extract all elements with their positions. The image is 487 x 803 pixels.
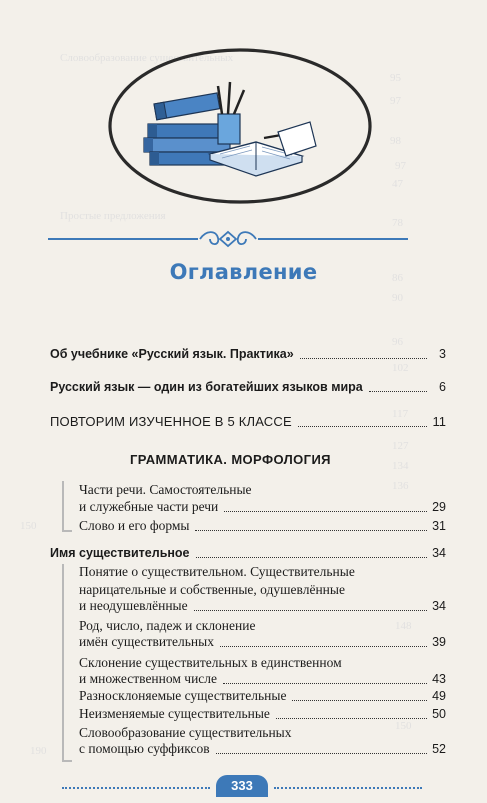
group-bracket-tick	[62, 530, 72, 532]
toc-entry-text-line: Склонение существительных в единственном	[79, 655, 342, 670]
toc-entry-about-textbook[interactable]	[50, 346, 446, 362]
toc-entry-page: 43	[432, 672, 446, 686]
dot-leader	[223, 683, 427, 684]
section-title: ГРАММАТИКА. МОРФОЛОГИЯ	[130, 452, 331, 467]
toc-entry-text: и множественном числе	[79, 671, 218, 686]
toc-entry-heteroclitic[interactable]	[79, 688, 446, 704]
toc-entry-page: 34	[432, 546, 446, 560]
dot-leader	[292, 700, 427, 701]
dot-leader	[220, 646, 427, 647]
toc-entry-text: имён существительных	[79, 634, 214, 649]
toc-entry-page: 29	[432, 500, 446, 514]
toc-entry-text-line: Словообразование существительных	[79, 725, 292, 740]
toc-entry-page: 6	[439, 380, 446, 394]
toc-entry-text: Русский язык — один из богатейших языков мира	[50, 380, 363, 394]
toc-entry-word-forms[interactable]	[79, 518, 446, 534]
page-number: 333	[216, 775, 268, 797]
toc-entry-text: Об учебнике «Русский язык. Практика»	[50, 347, 294, 361]
toc-entry-text: ПОВТОРИМ ИЗУЧЕННОЕ В 5 КЛАССЕ	[50, 414, 292, 429]
group-bracket	[62, 481, 64, 531]
show-through-background: Словообразование существительных 95 97 98 97 47 78 Простые предложения 86 90 96 102 117 127 134 136 150 148 150 190	[20, 52, 412, 757]
toc-entry-text: Разносклоняемые существительные	[79, 688, 287, 703]
dot-leader	[276, 718, 427, 719]
footer-dots-left	[62, 785, 210, 789]
toc-entry-russian-language[interactable]	[50, 379, 446, 395]
toc-entry-text: и служебные части речи	[79, 499, 219, 514]
toc-entry-page: 39	[432, 635, 446, 649]
toc-entry-text: Слово и его формы	[79, 518, 190, 533]
toc-entry-text: и неодушевлённые	[79, 598, 188, 613]
toc-entry-page: 52	[432, 742, 446, 756]
toc-entry-declension[interactable]	[79, 671, 446, 687]
toc-entry-page: 31	[432, 519, 446, 533]
toc-entry-page: 49	[432, 689, 446, 703]
dot-leader	[216, 753, 427, 754]
toc-entry-page: 11	[432, 414, 446, 429]
dot-leader	[196, 557, 427, 558]
toc-entry-text: Имя существительное	[50, 546, 190, 560]
toc-entry-parts-of-speech[interactable]	[79, 499, 446, 515]
toc-entry-review-grade5[interactable]	[50, 414, 446, 430]
toc-entry-page: 34	[432, 599, 446, 613]
toc-entry-text-line: Части речи. Самостоятельные	[79, 482, 252, 497]
group-bracket	[62, 564, 64, 762]
books-and-pencil-cup-icon	[106, 46, 374, 206]
dot-leader	[224, 511, 427, 512]
toc-entry-gender-number-case[interactable]	[79, 634, 446, 650]
toc-title: Оглавление	[169, 260, 318, 284]
toc-entry-page: 3	[439, 347, 446, 361]
footer-dots-right	[274, 785, 422, 789]
toc-entry-page: 50	[432, 707, 446, 721]
dot-leader	[300, 358, 427, 359]
toc-entry-indeclinable[interactable]	[79, 706, 446, 722]
toc-entry-noun[interactable]	[50, 545, 446, 561]
toc-entry-text: с помощью суффиксов	[79, 741, 210, 756]
toc-entry-noun-concept[interactable]	[79, 598, 446, 614]
toc-entry-word-formation[interactable]	[79, 741, 446, 757]
ornament-divider	[48, 226, 408, 250]
toc-entry-text-line: нарицательные и собственные, одушевлённые	[79, 582, 345, 597]
toc-entry-text-line: Род, число, падеж и склонение	[79, 618, 256, 633]
group-bracket-tick	[62, 760, 72, 762]
dot-leader	[369, 391, 427, 392]
dot-leader	[195, 530, 427, 531]
dot-leader	[194, 610, 427, 611]
toc-entry-text-line: Понятие о существительном. Существительные	[79, 564, 355, 579]
dot-leader	[298, 426, 427, 427]
toc-entry-text: Неизменяемые существительные	[79, 706, 270, 721]
